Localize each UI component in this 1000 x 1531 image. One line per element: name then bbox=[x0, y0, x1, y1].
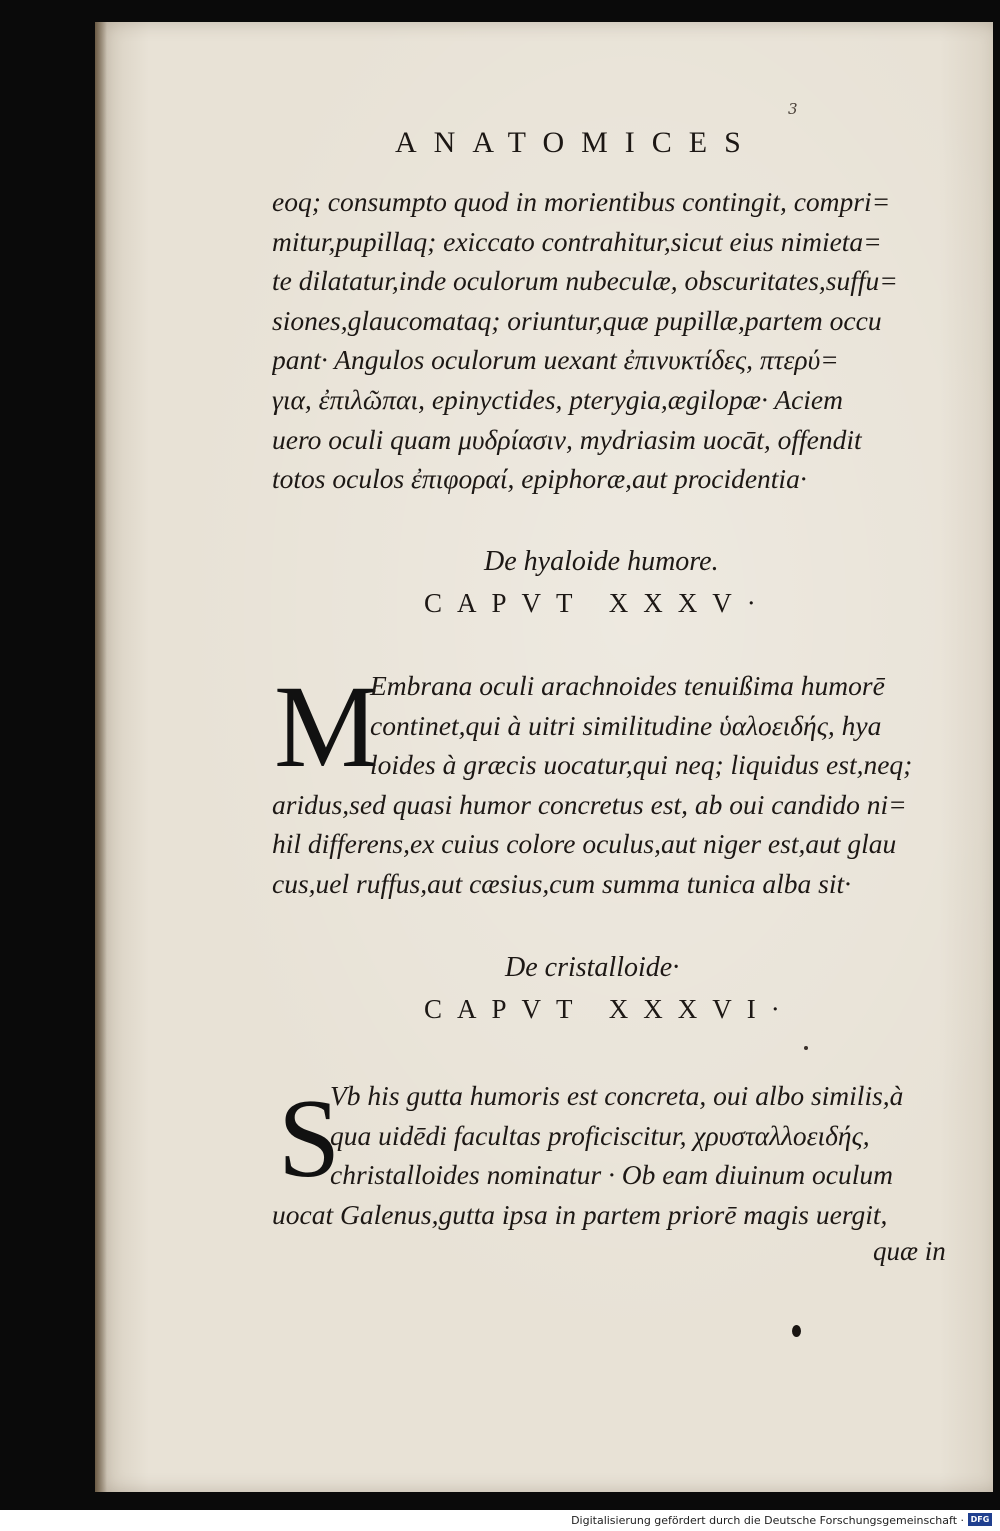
text-line: hil differens,ex cuius colore oculus,aut niger est,aut glau bbox=[272, 828, 897, 860]
funding-credit: Digitalisierung gefördert durch die Deutsche Forschungsgemeinschaft · bbox=[571, 1514, 964, 1527]
text-line: te dilatatur,inde oculorum nubeculæ, obscuritates,suffu= bbox=[272, 265, 898, 297]
ink-speck bbox=[804, 1046, 808, 1050]
chapter-heading-36: CAPVT XXXVI· bbox=[424, 994, 795, 1024]
text-line: Embrana oculi arachnoides tenuißima humorē bbox=[370, 670, 885, 701]
text-line: qua uidēdi facultas proficiscitur, χρυσταλλοειδής, bbox=[330, 1119, 870, 1151]
text-line: για, ἐπιλῶπαι, epinyctides, pterygia,ægilopæ· Aciem bbox=[272, 383, 843, 415]
dropcap-s: S bbox=[278, 1077, 341, 1201]
dfg-logo-icon: DFG bbox=[968, 1513, 992, 1526]
text-line: Vb his gutta humoris est concreta, oui albo similis,à bbox=[330, 1080, 904, 1111]
text-line: totos oculos ἐπιφοραί, epiphoræ,aut procidentia· bbox=[272, 463, 807, 495]
paragraph-eye-humors bbox=[272, 182, 962, 499]
text-line: mitur,pupillaq; exiccato contrahitur,sicut eius nimieta= bbox=[272, 225, 882, 257]
section-title-crystalloid: De cristalloide· bbox=[505, 952, 680, 983]
text-line: christalloides nominatur · Ob eam diuinum oculum bbox=[330, 1159, 893, 1191]
paragraph-hyaloid bbox=[272, 661, 962, 904]
text-line: cus,uel ruffus,aut cæsius,cum summa tunica alba sit· bbox=[272, 867, 852, 899]
text-line: uero oculi quam μυδρίασιν, mydriasim uocāt, offendit bbox=[272, 423, 862, 455]
text-line: uocat Galenus,gutta ipsa in partem priorē magis uergit, bbox=[272, 1198, 888, 1230]
ink-blot bbox=[792, 1325, 801, 1337]
text-line: pant· Angulos oculorum uexant ἐπινυκτίδες, πτερύ= bbox=[272, 344, 839, 376]
dropcap-m: M bbox=[274, 661, 379, 792]
section-title-hyaloid: De hyaloide humore. bbox=[484, 546, 719, 577]
text-line: loides à græcis uocatur,qui neq; liquidus est,neq; bbox=[370, 749, 913, 781]
page-gutter-shadow bbox=[95, 22, 107, 1492]
chapter-heading-35: CAPVT XXXV· bbox=[424, 588, 771, 618]
folio-mark: 3 bbox=[788, 100, 798, 118]
paragraph-crystalloid bbox=[272, 1076, 962, 1234]
running-head: ANATOMICES bbox=[395, 126, 758, 159]
text-line: aridus,sed quasi humor concretus est, ab oui candido ni= bbox=[272, 788, 907, 820]
text-line: siones,glaucomataq; oriuntur,quæ pupillæ,partem occu bbox=[272, 304, 882, 336]
catchword: quæ in bbox=[873, 1236, 946, 1266]
text-line: continet,qui à uitri similitudine ὑαλοειδής, hya bbox=[370, 709, 882, 741]
text-line: eoq; consumpto quod in morientibus contingit, compri= bbox=[272, 186, 891, 217]
